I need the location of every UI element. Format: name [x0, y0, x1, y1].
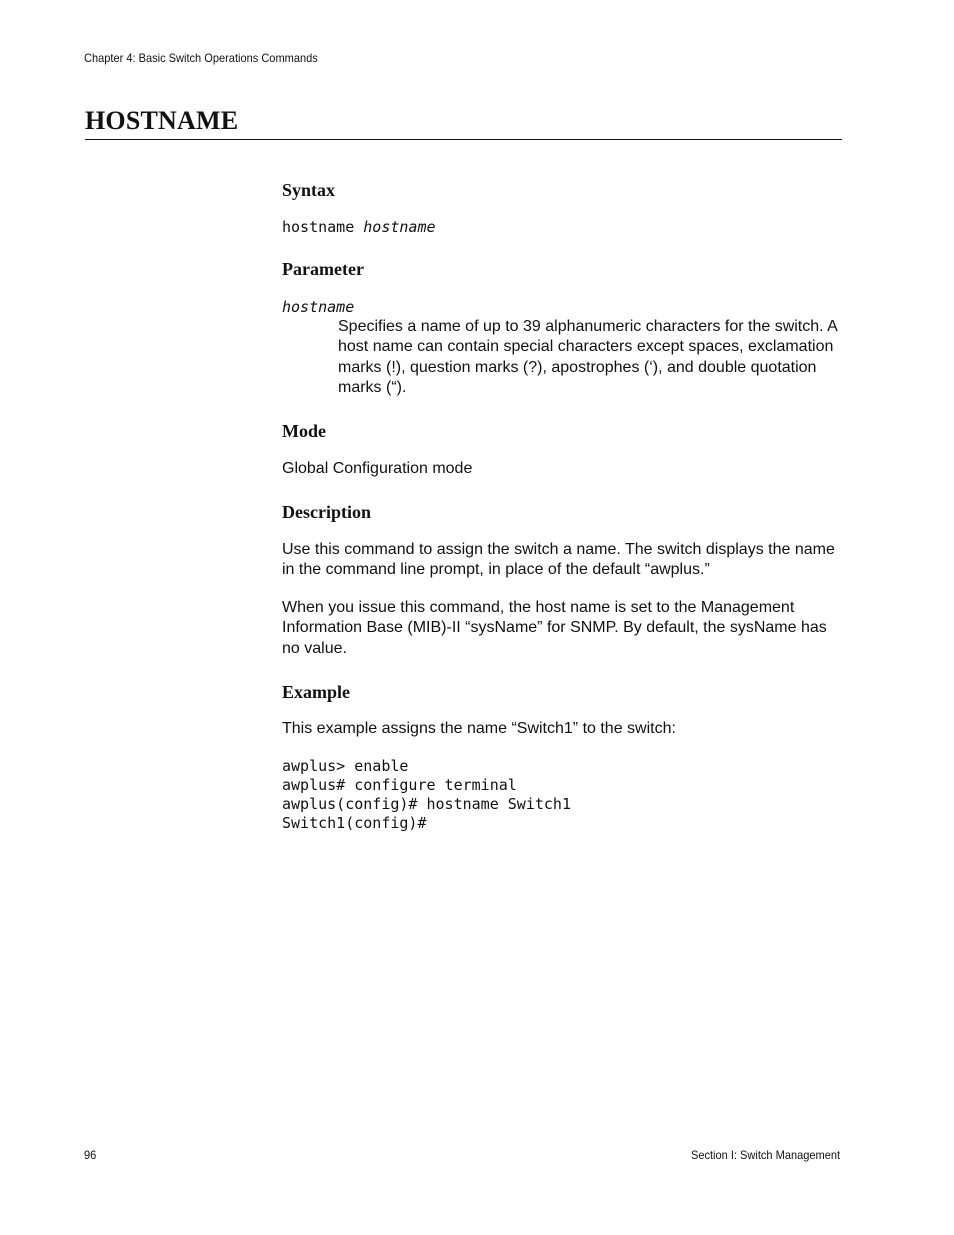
parameter-name-text: hostname [282, 298, 355, 316]
description-heading: Description [282, 502, 371, 522]
parameter-name [282, 298, 842, 317]
page-number: 96 [84, 1148, 97, 1162]
code-line: awplus> enable [282, 757, 409, 775]
example-heading: Example [282, 682, 351, 702]
footer-section: Section I: Switch Management [690, 1148, 840, 1162]
title-rule [85, 139, 842, 140]
parameter-description: Specifies a name of up to 39 alphanumeric characters for the switch. A host name can contain special characters except spaces, exclamation marks (!), question marks (?), apostrophes (‘), and double quotation marks (“). [338, 318, 837, 396]
syntax-argument: hostname [363, 218, 436, 236]
code-line: awplus(config)# hostname Switch1 [282, 795, 571, 813]
syntax-line [282, 218, 842, 237]
code-line: awplus# configure terminal [282, 776, 517, 794]
mode-text: Global Configuration mode [282, 460, 473, 477]
mode-heading: Mode [282, 421, 326, 441]
example-code-block [282, 757, 842, 833]
running-header: Chapter 4: Basic Switch Operations Commands [84, 51, 318, 65]
code-line: Switch1(config)# [282, 814, 427, 832]
description-paragraph-2: When you issue this command, the host name is set to the Management Information Base (MIB)-II “sysName” for SNMP. By default, the sysName has no value. [282, 599, 827, 657]
example-intro: This example assigns the name “Switch1” to the switch: [282, 720, 676, 737]
syntax-command: hostname [282, 218, 355, 236]
parameter-heading: Parameter [282, 259, 364, 279]
page-title: HOSTNAME [85, 106, 239, 135]
syntax-heading: Syntax [282, 180, 336, 200]
description-paragraph-1: Use this command to assign the switch a name. The switch displays the name in the command line prompt, in place of the default “awplus.” [282, 541, 835, 579]
